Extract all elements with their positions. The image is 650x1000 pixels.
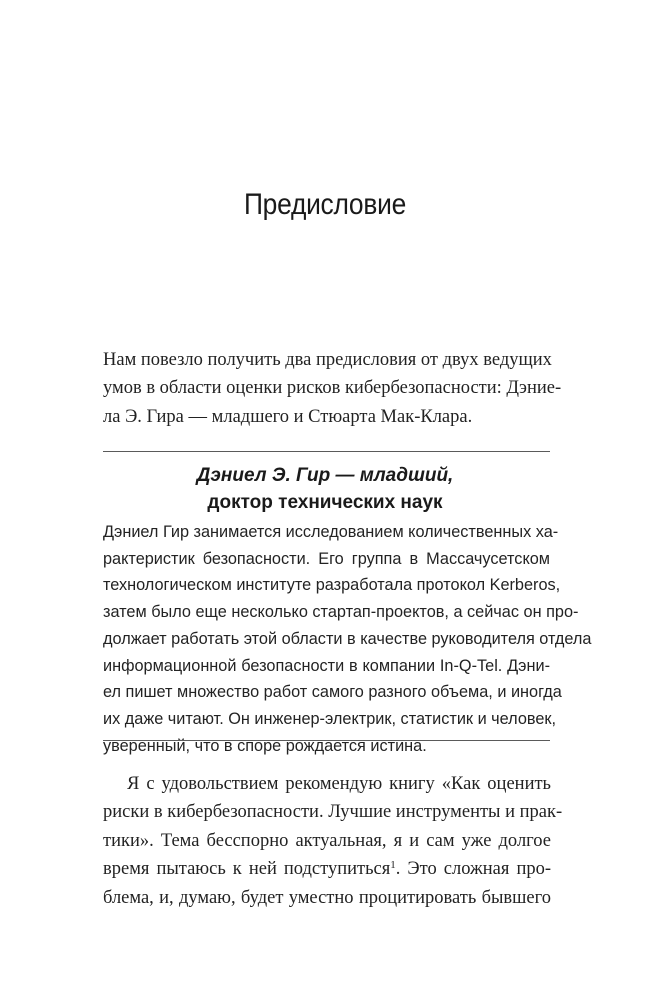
body-text: время пытаюсь к ней подступиться: [103, 859, 391, 880]
body-line: Я с удовольствием рекомендую книгу «Как оценить: [127, 774, 551, 794]
bio-line: их даже читают. Он инженер-электрик, статистик и человек,: [103, 709, 557, 728]
body-line: тики». Тема бесспорно актуальная, я и сам уже долгое: [103, 830, 551, 851]
page-title: Предисловие: [243, 188, 407, 221]
bio-line: ел пишет множество работ самого разного объема, и иногда: [103, 683, 562, 702]
bio-line: затем было еще несколько стартап-проектов, а сейчас он про-: [103, 603, 579, 622]
intro-line: ла Э. Гира — младшего и Стюарта Мак-Клара.: [103, 406, 473, 427]
bio-line: Дэниел Гир занимается исследованием количественных ха-: [103, 523, 559, 541]
bio-line: уверенный, что в споре рождается истина.: [103, 736, 427, 755]
intro-paragraph: [103, 346, 562, 431]
author-name: Дэниел Э. Гир — младший,: [196, 465, 454, 486]
sidebar-bottom-rule: [103, 740, 550, 741]
footnote-reference[interactable]: 1: [390, 859, 396, 872]
author-degree: доктор технических наук: [207, 492, 443, 513]
body-paragraph: [103, 770, 563, 912]
body-line: блема, и, думаю, будет уместно процитировать бывшего: [103, 887, 551, 908]
sidebar-heading: [0, 462, 650, 516]
sidebar-top-rule: [103, 451, 550, 452]
body-line-with-footnote: [103, 855, 551, 883]
bio-line: информационной безопасности в компании In-Q-Tel. Дэни-: [103, 656, 550, 675]
body-text: . Это сложная про-: [395, 859, 552, 880]
bio-line: технологическом институте разработала протокол Kerberos,: [103, 576, 561, 595]
intro-line: Нам повезло получить два предисловия от двух ведущих: [103, 350, 552, 370]
bio-line: должает работать этой области в качестве руководителя отдела: [103, 629, 592, 648]
bio-line: рактеристик безопасности. Его группа в Массачусетском: [103, 549, 550, 568]
body-line: риски в кибербезопасности. Лучшие инструменты и прак-: [103, 802, 563, 823]
intro-line: умов в области оценки рисков кибербезопасности: Дэние-: [103, 378, 562, 399]
author-bio: [103, 519, 592, 759]
